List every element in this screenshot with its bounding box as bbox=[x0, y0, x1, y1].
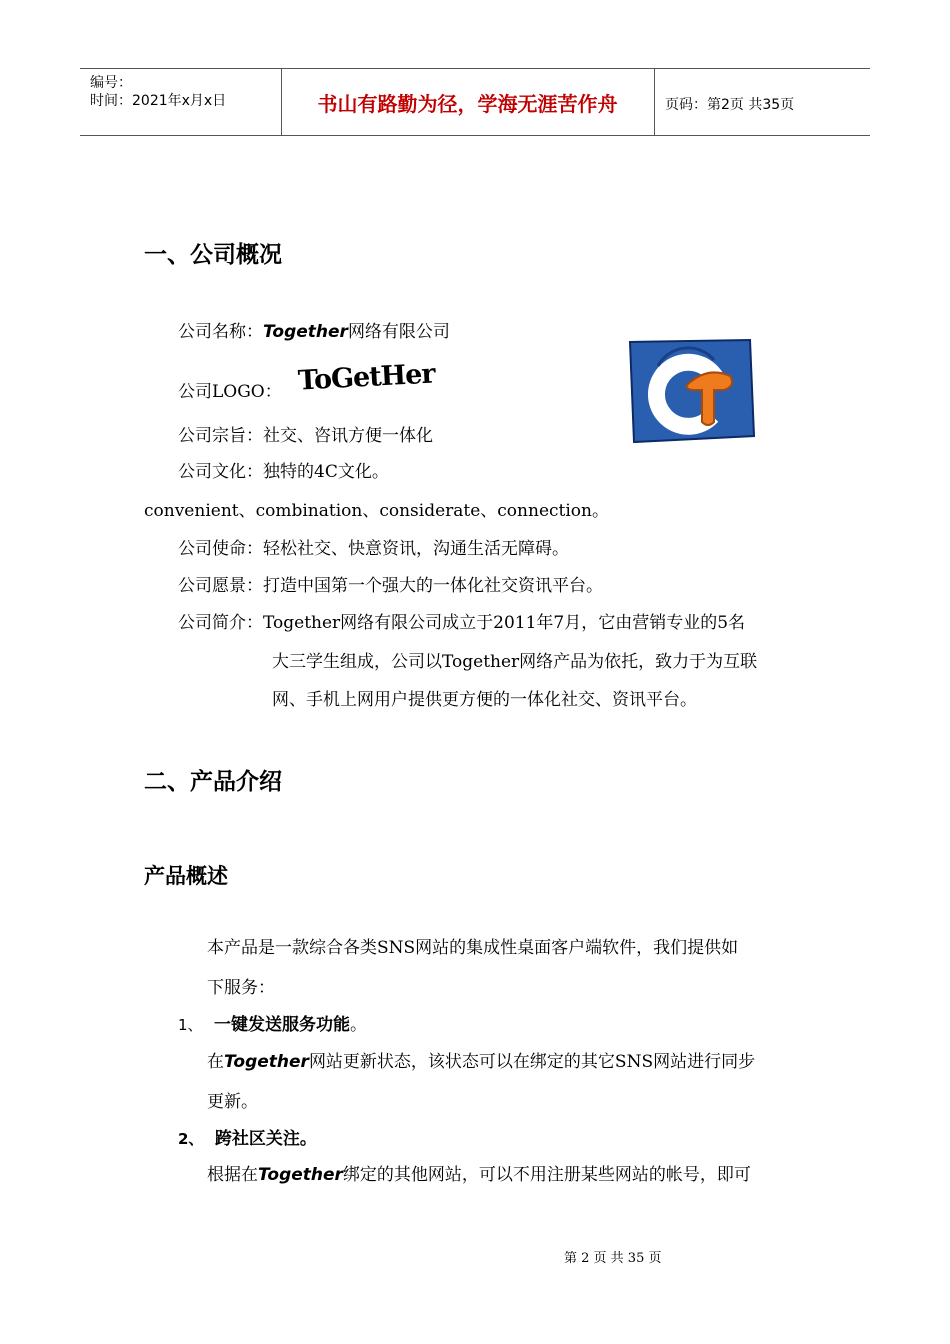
product-overview-title: 产品概述 bbox=[144, 864, 228, 888]
header-divider-right bbox=[654, 68, 655, 136]
company-name-rest: 网络有限公司 bbox=[347, 322, 450, 342]
together-g-logo-icon bbox=[628, 338, 756, 444]
header-number: 编号： bbox=[90, 75, 132, 91]
section-title-product: 二、产品介绍 bbox=[144, 769, 282, 795]
service-item-2-pre: 根据在 bbox=[207, 1165, 258, 1185]
company-culture: 公司文化：独特的4C文化。 bbox=[178, 462, 389, 482]
service-item-1-number: 1、 bbox=[178, 1016, 203, 1034]
company-intro bbox=[178, 612, 745, 634]
service-item-2-desc bbox=[207, 1164, 751, 1186]
company-culture-list: convenient、combination、considerate、connection。 bbox=[144, 501, 609, 521]
overview-line1: 本产品是一款综合各类SNS网站的集成性桌面客户端软件，我们提供如 bbox=[207, 938, 739, 958]
company-name bbox=[178, 321, 450, 343]
company-intro-line3: 网、手机上网用户提供更方便的一体化社交、资讯平台。 bbox=[272, 690, 697, 710]
logo-wordmark: ToGetHer bbox=[297, 358, 436, 397]
header-rule-bottom bbox=[80, 135, 870, 136]
service-item-2-heading bbox=[178, 1128, 317, 1150]
overview-line2: 下服务： bbox=[207, 978, 275, 998]
company-intro-label: 公司简介： bbox=[178, 613, 263, 633]
page-footer: 第 2 页 共 35 页 bbox=[564, 1251, 662, 1266]
service-item-1-heading bbox=[178, 1014, 367, 1036]
company-purpose: 公司宗旨：社交、咨讯方便一体化 bbox=[178, 426, 433, 446]
service-item-1-desc bbox=[207, 1051, 755, 1073]
header-motto: 书山有路勤为径，学海无涯苦作舟 bbox=[317, 92, 618, 116]
company-vision: 公司愿景：打造中国第一个强大的一体化社交资讯平台。 bbox=[178, 576, 603, 596]
header-date: 时间：2021年x月x日 bbox=[90, 93, 227, 109]
header-rule-top bbox=[80, 68, 870, 69]
company-logo-label: 公司LOGO： bbox=[178, 382, 282, 402]
company-intro-line2: 大三学生组成，公司以Together网络产品为依托，致力于为互联 bbox=[272, 652, 758, 672]
company-intro-line1: Together网络有限公司成立于2011年7月，它由营销专业的5名 bbox=[263, 613, 746, 633]
service-item-2-brand: Together bbox=[258, 1165, 343, 1185]
service-item-2-title: 跨社区关注。 bbox=[214, 1129, 317, 1149]
company-name-label: 公司名称： bbox=[178, 322, 263, 342]
header-page: 页码：第2页 共35页 bbox=[665, 97, 795, 113]
service-item-1-title: 一键发送服务功能 bbox=[213, 1015, 350, 1035]
service-item-1-brand: Together bbox=[224, 1052, 309, 1072]
service-item-1-period: 。 bbox=[349, 1015, 367, 1035]
service-item-1-rest: 网站更新状态，该状态可以在绑定的其它SNS网站进行同步 bbox=[308, 1052, 756, 1072]
section-title-company: 一、公司概况 bbox=[144, 242, 282, 268]
service-item-1-desc-line2: 更新。 bbox=[207, 1092, 258, 1112]
service-item-2-rest: 绑定的其他网站，可以不用注册某些网站的帐号，即可 bbox=[342, 1165, 751, 1185]
service-item-2-number: 2、 bbox=[178, 1130, 204, 1148]
company-mission: 公司使命：轻松社交、快意资讯，沟通生活无障碍。 bbox=[178, 539, 569, 559]
service-item-1-pre: 在 bbox=[207, 1052, 224, 1072]
company-name-brand: Together bbox=[263, 322, 348, 342]
